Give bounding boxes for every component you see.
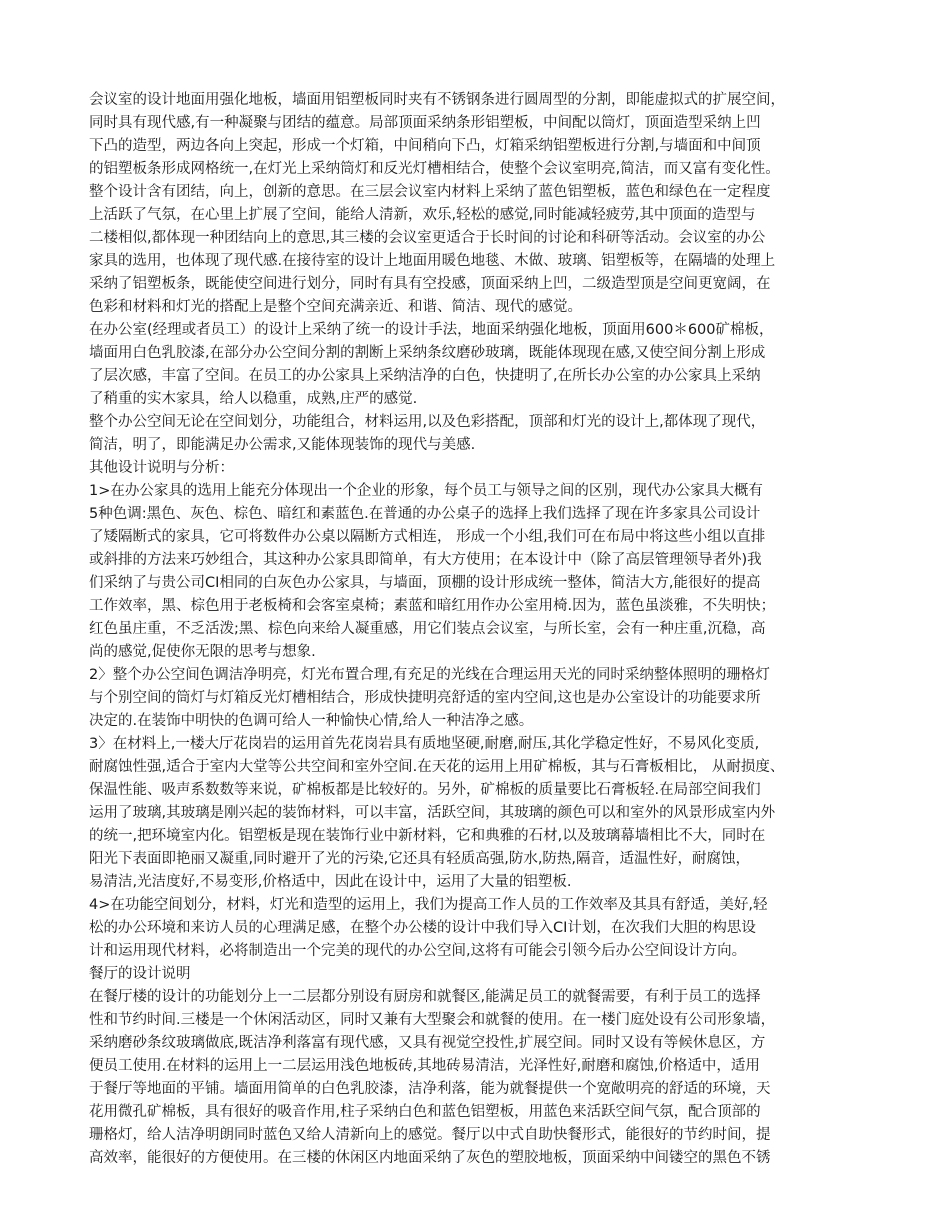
text-line: 了矮隔断式的家具，它可将数件办公桌以隔断方式相连， 形成一个小组,我们可在布局中将这些小组以直排 — [89, 529, 766, 545]
section-heading: 其他设计说明与分析： — [89, 460, 234, 476]
text-line: 便员工使用.在材料的运用上一二层运用浅色地板砖,其地砖易清洁，光泽性好,耐磨和腐蚀,价格适中，适用 — [89, 1058, 760, 1074]
text-line: 同时具有现代感,有一种凝聚与团结的蕴意。局部顶面采纳条形铝塑板，中间配以筒灯，顶面造型采纳上凹 — [89, 115, 761, 131]
text-line: 3〉在材料上,一楼大厅花岗岩的运用首先花岗岩具有质地坚硬,耐磨,耐压,其化学稳定性好，不易风化变质, — [89, 736, 760, 752]
text-line: 采纳了铝塑板条，既能使空间进行划分，同时有具有空投感，顶面采纳上凹，二级造型顶是空间更宽阔，在 — [89, 276, 771, 292]
text-line: 下凸的造型，两边各向上突起，形成一个灯箱，中间稍向下凸，灯箱采纳铝塑板进行分割,与墙面和中间顶 — [89, 138, 761, 154]
text-line: 的统一,把环境室内化。铝塑板是现在装饰行业中新材料，它和典雅的石材,以及玻璃幕墙相比不大，同时在 — [89, 828, 766, 844]
text-line: 会议室的设计地面用强化地板，墙面用铝塑板同时夹有不锈钢条进行圆周型的分割，即能虚拟式的扩展空间， — [89, 92, 785, 108]
text-line: 尚的感觉,促使你无限的思考与想象. — [89, 644, 316, 660]
document-body — [89, 89, 864, 1170]
text-line: 了稍重的实木家具，给人以稳重，成熟,庄严的感觉. — [89, 391, 418, 407]
text-line: 易清洁,光洁度好,不易变形,价格适中，因此在设计中，运用了大量的铝塑板. — [89, 874, 572, 890]
text-line: 工作效率，黑、棕色用于老板椅和会客室桌椅；素蓝和暗红用作办公室用椅.因为，蓝色虽淡雅，不失明快； — [89, 598, 776, 614]
text-line: 保温性能、吸声系数数等来说，矿棉板都是比较好的。另外，矿棉板的质量要比石膏板轻.在局部空间我们 — [89, 782, 761, 798]
text-line: 运用了玻璃,其玻璃是刚兴起的装饰材料，可以丰富，活跃空间，其玻璃的颜色可以和室外的风景形成室内外 — [89, 805, 776, 821]
text-line: 4>在功能空间划分，材料，灯光和造型的运用上，我们为提高工作人员的工作效率及其具有舒适，美好,轻 — [89, 897, 768, 913]
text-line: 2〉整个办公空间色调洁净明亮，灯光布置合理,有充足的光线在合理运用天光的同时采纳整体照明的珊格灯 — [89, 667, 770, 683]
text-line: 上活跃了气氛，在心里上扩展了空间，能给人清新，欢乐,轻松的感觉,同时能减轻疲劳,其中顶面的造型与 — [89, 207, 756, 223]
text-line: 1>在办公家具的选用上能充分体现出一个企业的形象，每个员工与领导之间的区别，现代办公家具大概有 — [89, 483, 763, 499]
text-line: 在办公室(经理或者员工）的设计上采纳了统一的设计手法，地面采纳强化地板，顶面用600＊600矿棉板， — [89, 322, 774, 338]
text-line: 色彩和材料和灯光的搭配上是整个空间充满亲近、和谐、简洁、现代的感觉。 — [89, 299, 582, 315]
text-line: 家具的选用，也体现了现代感.在接待室的设计上地面用暖色地毯、木做、玻璃、铝塑板等，在隔墙的处理上 — [89, 253, 776, 269]
text-line: 的铝塑板条形成网格统一,在灯光上采纳筒灯和反光灯槽相结合，使整个会议室明亮,简洁，而又富有变化性。 — [89, 161, 780, 177]
text-line: 松的办公环境和来访人员的心理满足感，在整个办公楼的设计中我们导入CI计划，在次我们大胆的构思设 — [89, 920, 756, 936]
text-line: 计和运用现代材料，必将制造出一个完美的现代的办公空间,这将有可能会引领今后办公空间设计方向。 — [89, 943, 747, 959]
text-line: 在餐厅楼的设计的功能划分上一二层都分别设有厨房和就餐区,能满足员工的就餐需要，有利于员工的选择 — [89, 989, 761, 1005]
text-line: 耐腐蚀性强,适合于室内大堂等公共空间和室外空间.在天花的运用上用矿棉板，其与石膏板相比， 从耐损度、 — [89, 759, 785, 775]
text-line: 花用微孔矿棉板，具有很好的吸音作用,柱子采纳白色和蓝色铝塑板，用蓝色来活跃空间气氛，配合顶部的 — [89, 1104, 761, 1120]
text-line: 高效率，能很好的方便使用。在三楼的休闲区内地面采纳了灰色的塑胶地板，顶面采纳中间镂空的黑色不锈 — [89, 1150, 771, 1166]
text-line: 阳光下表面即艳丽又凝重,同时避开了光的污染,它还具有轻质高强,防水,防热,隔音，适温性好，耐腐蚀， — [89, 851, 751, 867]
text-line: 与个别空间的筒灯与灯箱反光灯槽相结合，形成快捷明亮舒适的室内空间,这也是办公室设计的功能要求所 — [89, 690, 761, 706]
section-heading: 餐厅的设计说明 — [89, 966, 191, 982]
text-line: 整个设计含有团结，向上，创新的意思。在三层会议室内材料上采纳了蓝色铝塑板，蓝色和绿色在一定程度 — [89, 184, 771, 200]
text-line: 们采纳了与贵公司CI相同的白灰色办公家具，与墙面，顶棚的设计形成统一整体，简洁大方,能很好的提高 — [89, 575, 761, 591]
text-line: 5种色调:黑色、灰色、棕色、暗红和素蓝色.在普通的办公桌子的选择上我们选择了现在许多家具公司设计 — [89, 506, 761, 522]
text-line: 了层次感，丰富了空间。在员工的办公家具上采纳洁净的白色，快捷明了,在所长办公室的办公家具上采纳 — [89, 368, 761, 384]
text-line: 红色虽庄重，不乏活泼;黑、棕色向来给人凝重感，用它们装点会议室，与所长室，会有一种庄重,沉稳，高 — [89, 621, 766, 637]
text-line: 或斜排的方法来巧妙组合，其这种办公家具即简单，有大方使用；在本设计中（除了高层管理领导者外)我 — [89, 552, 762, 568]
text-line: 于餐厅等地面的平铺。墙面用简单的白色乳胶漆，洁净利落，能为就餐提供一个宽敞明亮的舒适的环境，天 — [89, 1081, 771, 1097]
text-line: 采纳磨砂条纹玻璃做底,既洁净利落富有现代感，又具有视觉空投性,扩展空间。同时又设有等候休息区，方 — [89, 1035, 766, 1051]
text-line: 整个办公空间无论在空间划分，功能组合，材料运用,以及色彩搭配，顶部和灯光的设计上,都体现了现代， — [89, 414, 766, 430]
text-line: 墙面用白色乳胶漆,在部分办公空间分割的割断上采纳条纹磨砂玻璃，既能体现现在感,又使空间分割上形成 — [89, 345, 766, 361]
text-line: 珊格灯，给人洁净明朗同时蓝色又给人清新向上的感觉。餐厅以中式自助快餐形式，能很好的节约时间，提 — [89, 1127, 771, 1143]
text-line: 性和节约时间.三楼是一个休闲活动区，同时又兼有大型聚会和就餐的使用。在一楼门庭处设有公司形象墙， — [89, 1012, 776, 1028]
text-line: 简洁，明了，即能满足办公需求,又能体现装饰的现代与美感. — [89, 437, 476, 453]
text-line: 决定的.在装饰中明快的色调可给人一种愉快心情,给人一种洁净之感。 — [89, 713, 534, 729]
text-line: 二楼相似,都体现一种团结向上的意思,其三楼的会议室更适合于长时间的讨论和科研等活动。会议室的办公 — [89, 230, 766, 246]
